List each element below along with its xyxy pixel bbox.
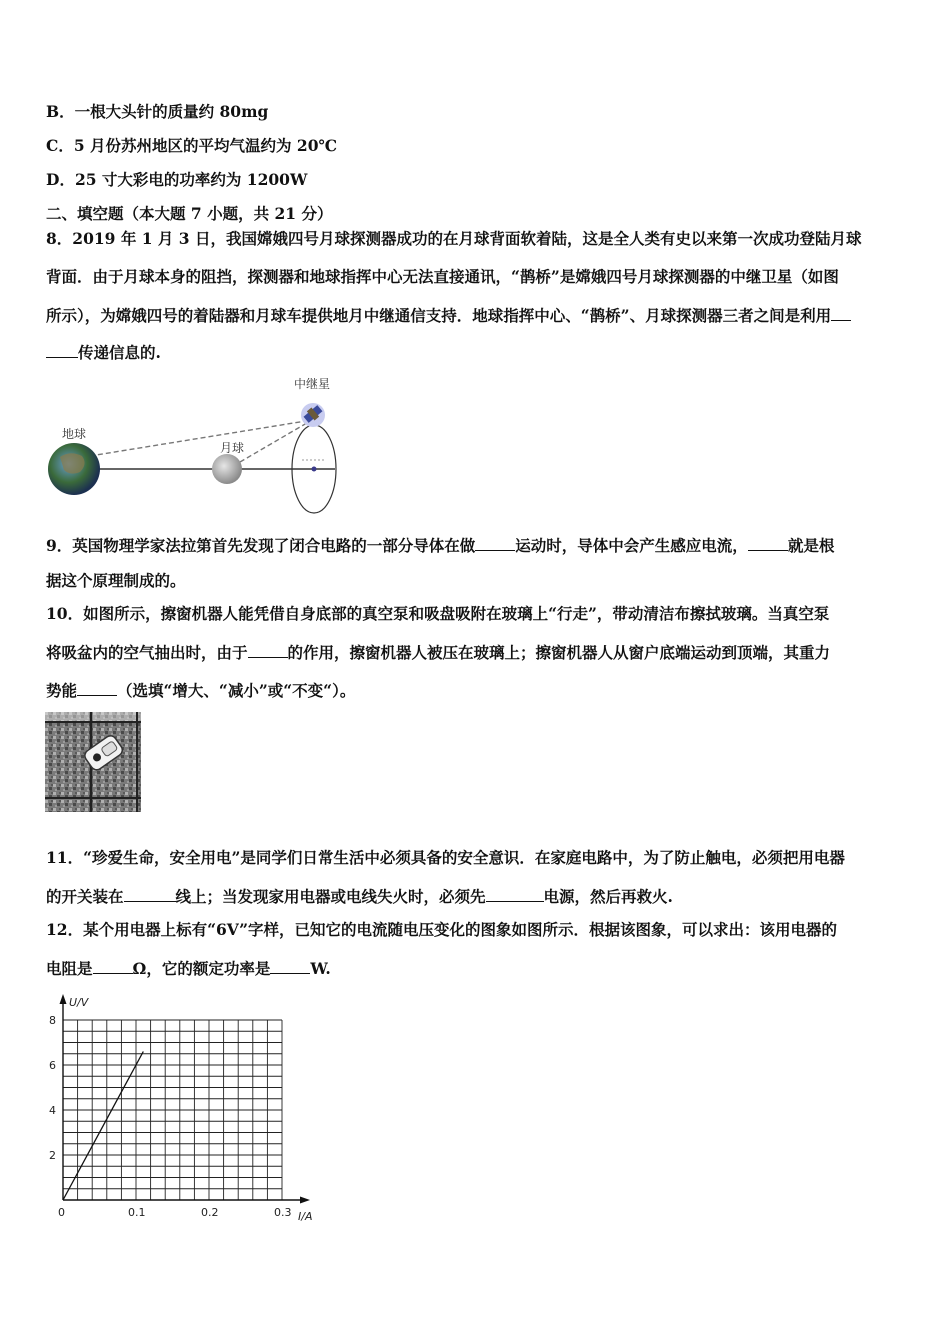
answer-blank [486,885,544,902]
q8-line-1: 8．2019 年 1 月 3 日，我国嫦娥四号月球探测器成功的在月球背面软着陆，这是全人类有史以来第一次成功登陆月球 [46,229,862,248]
answer-blank [46,341,78,358]
moon-label [220,440,244,455]
x-tick-label: 0.3 [274,1206,292,1219]
chart-ticks [49,1014,292,1219]
q11-line-2: 的开关装在 线上；当发现家用电器或电线失火时，必须先 电源，然后再救火. [46,887,673,906]
answer-blank [831,304,851,321]
y-axis-label: U/V [69,996,89,1009]
chart-grid [63,1020,282,1200]
q9-line-1: 9．英国物理学家法拉第首先发现了闭合电路的一部分导体在做 运动时，导体中会产生感应电流， 就是根 [46,536,835,555]
x-axis-arrow [300,1197,310,1204]
option-b: B．一根大头针的质量约 80mg [46,102,269,121]
answer-blank [475,534,515,551]
q10-line-1: 10．如图所示，擦窗机器人能凭借自身底部的真空泵和吸盘吸附在玻璃上“行走”，带动清洁布擦拭玻璃。当真空泵 [46,604,830,623]
window-robot-photo [45,712,141,812]
y-tick-label: 2 [49,1149,56,1162]
y-tick-label: 8 [49,1014,56,1027]
option-d: D．25 寸大彩电的功率约为 1200W [46,170,308,189]
answer-blank [93,957,133,974]
svg-text:地球: 地球 [62,427,87,441]
answer-blank [748,534,788,551]
earth-moon-relay-figure [40,372,350,517]
moon-globe [212,454,242,484]
svg-text:月球: 月球 [220,441,245,455]
y-tick-label: 6 [49,1059,56,1072]
q11-line-1: 11．“珍爱生命，安全用电”是同学们日常生活中必须具备的安全意识．在家庭电路中，为了防止触电，必须把用电器 [46,848,845,867]
answer-blank [77,679,117,696]
option-c: C．5 月份苏州地区的平均气温约为 20℃ [46,136,338,155]
x-tick-label: 0.2 [201,1206,219,1219]
x-tick-label: 0.1 [128,1206,146,1219]
q12-line-2: 电阻是 Ω，它的额定功率是 W. [46,959,331,978]
x-axis-label: I/A [298,1210,313,1223]
q12-line-1: 12．某个用电器上标有“6V”字样，已知它的电流随电压变化的图象如图所示．根据该图象，可以求出：该用电器的 [46,920,838,939]
q10-line-3: 势能 （选填“增大、“减小”或“不变“）。 [46,681,356,700]
relay-satellite-icon [301,403,325,427]
q8-line-2: 背面．由于月球本身的阻挡，探测器和地球指挥中心无法直接通讯，“鹊桥”是嫦娥四号月球探测器的中继卫星（如图 [46,267,839,286]
x-tick-label: 0 [58,1206,65,1219]
q8-line-4: 传递信息的. [46,341,161,363]
q8-line-3: 所示），为嫦娥四号的着陆器和月球车提供地月中继通信支持．地球指挥中心、“鹊桥”、月球探测器三者之间是利用 [46,304,851,326]
q9-line-2: 据这个原理制成的。 [46,571,186,590]
earth-relay-dashed-line [90,420,312,456]
answer-blank [124,885,176,902]
u-i-chart [40,988,330,1228]
earth-label [62,426,86,441]
svg-text:中继星: 中继星 [294,377,331,391]
answer-blank [248,641,288,658]
q10-line-2: 将吸盆内的空气抽出时，由于 的作用，擦窗机器人被压在玻璃上；擦窗机器人从窗户底端运动到顶端，其重力 [46,643,831,662]
answer-blank [270,957,310,974]
y-axis-arrow [60,994,67,1004]
lagrange-point [312,467,317,472]
relay-label [294,376,330,391]
y-tick-label: 4 [49,1104,56,1117]
section-title: 二、填空题（本大题 7 小题，共 21 分） [46,204,333,223]
